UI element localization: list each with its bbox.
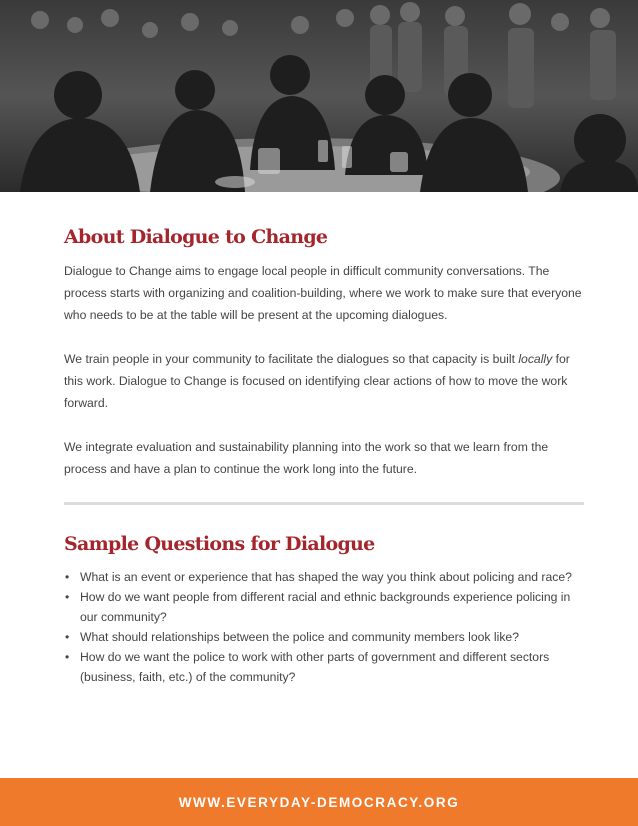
list-item (64, 587, 584, 627)
question-text: How do we want people from different racial and ethnic backgrounds experience policing in our community? (80, 590, 571, 624)
section-divider (64, 502, 584, 505)
about-paragraph-1: Dialogue to Change aims to engage local people in difficult community conversations. The process starts with organizing and coalition-building, where we work to make sure that everyone who needs to be at the table will be present at the upcoming dialogues. (64, 264, 582, 322)
questions-list (64, 567, 584, 687)
about-paragraph-2-start: We train people in your community to facilitate the dialogues so that capacity is built (64, 352, 519, 366)
emphasis-locally: locally (518, 352, 553, 366)
about-paragraph-2 (64, 348, 584, 414)
list-item (64, 647, 584, 687)
questions-title: Sample Questions for Dialogue (64, 533, 375, 555)
bullet-icon: • (65, 590, 70, 604)
question-text: What should relationships between the police and community members look like? (80, 630, 519, 644)
website-link[interactable]: WWW.EVERYDAY-DEMOCRACY.ORG (178, 794, 460, 810)
bullet-icon: • (65, 630, 70, 644)
hero-photo (0, 0, 638, 192)
list-item (64, 627, 584, 647)
group-discussion-photo-icon (0, 0, 638, 192)
question-text: What is an event or experience that has shaped the way you think about policing and race? (80, 570, 572, 584)
about-title: About Dialogue to Change (64, 226, 328, 248)
about-paragraph-3: We integrate evaluation and sustainability planning into the work so that we learn from the process and have a plan to continue the work long into the future. (64, 440, 549, 476)
question-text: How do we want the police to work with other parts of government and different sectors (business, faith, etc.) of the community? (80, 650, 550, 684)
about-paragraph-2-end: for this work. Dialogue to Change is focused on identifying clear actions of how to move the work forward. (64, 352, 570, 410)
main-content (64, 222, 584, 687)
list-item (64, 567, 584, 587)
bullet-icon: • (65, 650, 70, 664)
footer-bar (0, 778, 638, 826)
bullet-icon: • (65, 570, 70, 584)
